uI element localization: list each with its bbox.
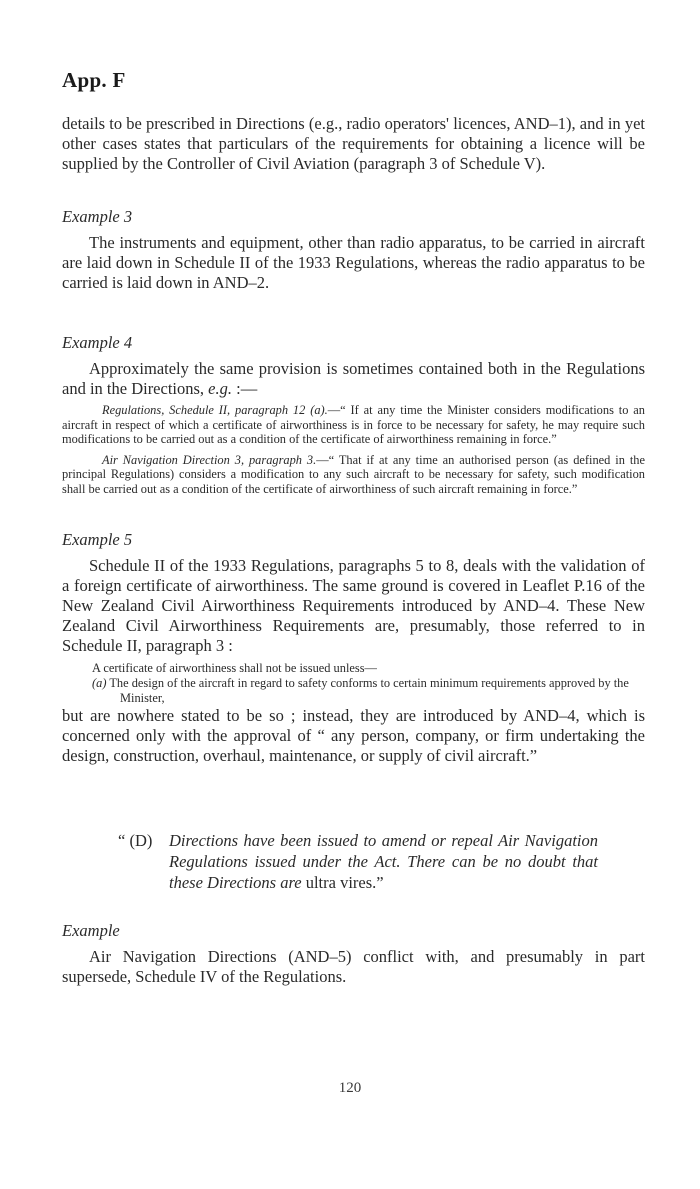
example-4-text-after: :—: [236, 379, 258, 398]
condition-intro: A certificate of airworthiness shall not be issued unless—: [92, 661, 377, 675]
example-final-title: Example: [62, 921, 120, 940]
page-content: [62, 68, 645, 987]
appendix-heading: App. F: [62, 68, 126, 92]
condition-label: (a): [92, 676, 107, 690]
example-3-text: The instruments and equipment, other than radio apparatus, to be carried in aircraft are laid down in Schedule II of the 1933 Regulations, whereas the radio apparatus to be carried is laid down in AND–2.: [62, 233, 645, 292]
condition-text: The design of the aircraft in regard to safety conforms to certain minimum requirements approved by the Minister,: [109, 676, 629, 705]
example-final-text: Air Navigation Directions (AND–5) conflict with, and presumably in part supersede, Schedule IV of the Regulations.: [62, 947, 645, 986]
intro-paragraph: details to be prescribed in Directions (e.g., radio operators' licences, AND–1), and in yet other cases states that particulars of the requirements for obtaining a licence will be supplied by the Controller of Civil Aviation (paragraph 3 of Schedule V).: [62, 114, 645, 173]
regulation-quote-lead: Regulations, Schedule II, paragraph 12 (a).: [102, 403, 328, 417]
direction-quote-text: —“ That if at any time an authorised person (as defined in the principal Regulations) considers a modification to any such aircraft to be necessary for safety, such modification shall be carried out as a condition of the certificate of airworthiness of such aircraft remaining in force.”: [62, 452, 645, 496]
example-4-title: Example 4: [62, 333, 133, 352]
quote-d-italic: Directions have been issued to amend or repeal Air Navigation Regulations issued under the Act. There can be no doubt that these Directions are: [169, 831, 598, 892]
regulation-quote-text: —“ If at any time the Minister considers modifications to an aircraft in respect of which a certificate of airworthiness is in force to be necessary for safety, he may require such modifications to be carried out as a condition of the certificate of airworthiness remaining in force.”: [62, 403, 645, 446]
page-number: 120: [338, 1080, 362, 1096]
example-4-eg: e.g.: [208, 379, 232, 398]
example-3-title: Example 3: [62, 207, 133, 226]
quote-d-open: “ (D): [118, 831, 153, 850]
quote-d: [118, 830, 598, 893]
direction-quote-lead: Air Navigation Direction 3, paragraph 3.: [102, 452, 317, 467]
quote-d-body: [169, 830, 598, 893]
example-5-title: Example 5: [62, 530, 133, 549]
quote-d-roman: ultra vires.”: [305, 873, 384, 892]
direction-quote: [62, 453, 645, 497]
example-4-text: [62, 359, 645, 399]
example-5-text: Schedule II of the 1933 Regulations, paragraphs 5 to 8, deals with the validation of a foreign certificate of airworthiness. The same ground is covered in Leaflet P.16 of the New Zealand Civil Airworthiness Requirements introduced by AND–4. These New Zealand Civil Airworthiness Requirements are, presumably, those referred to in Schedule II, paragraph 3 :: [62, 556, 645, 655]
example-5-text-after: but are nowhere stated to be so ; instead, they are introduced by AND–4, which is concerned only with the approval of “ any person, company, or firm undertaking the design, construction, overhaul, maintenance, or supply of civil aircraft.”: [62, 706, 645, 765]
example-4-text-before: Approximately the same provision is sometimes contained both in the Regulations and in the Directions,: [62, 359, 645, 398]
condition-item: [92, 676, 645, 706]
regulation-quote: [62, 403, 645, 447]
